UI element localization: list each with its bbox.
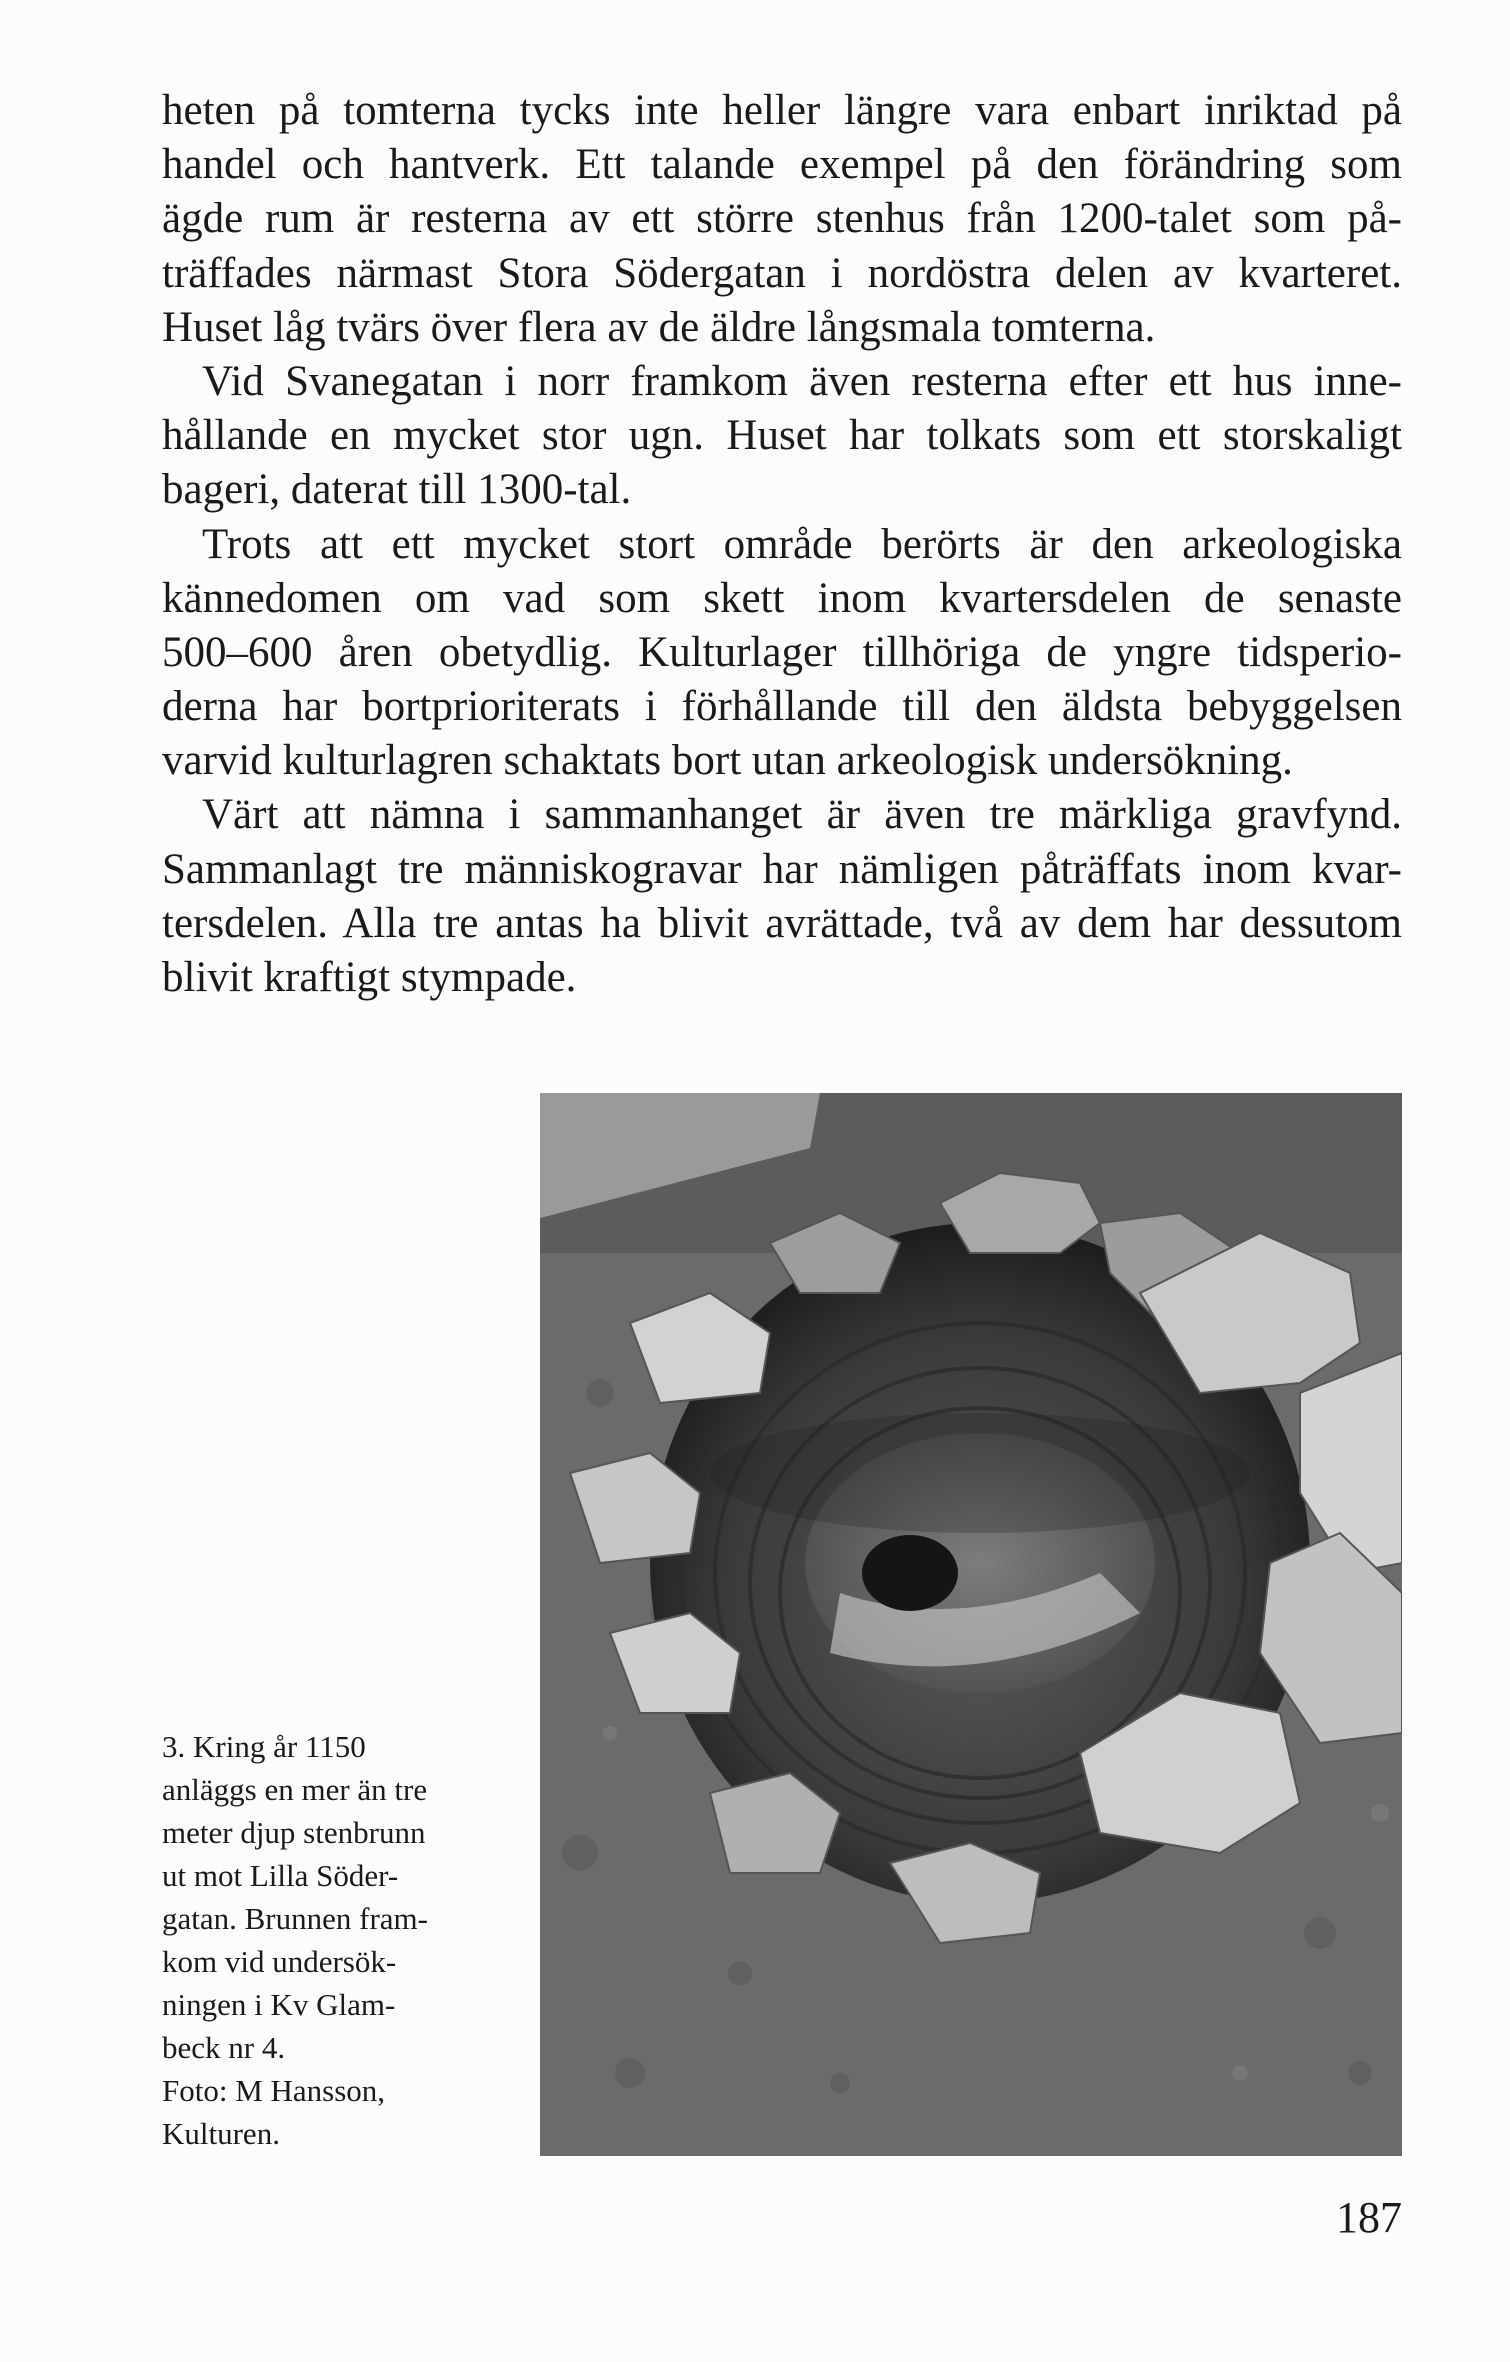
- text-line: Värt att nämna i sammanhanget är även tre märkliga gravfynd.: [202, 791, 1402, 839]
- text-line: Huset låg tvärs över flera av de äldre långsmala tomterna.: [162, 303, 1156, 351]
- body-text: [162, 84, 1402, 1005]
- caption-line: Foto: M Hansson,: [162, 2073, 386, 2108]
- caption-line: 3. Kring år 1150: [162, 1729, 366, 1764]
- text-line: kännedomen om vad som skett inom kvartersdelen de senaste: [162, 574, 1402, 622]
- caption-line: gatan. Brunnen fram-: [162, 1901, 428, 1936]
- text-line: Trots att ett mycket stort område berörts är den arkeologiska: [202, 520, 1402, 568]
- text-line: träffades närmast Stora Södergatan i nordöstra delen av kvarteret.: [162, 249, 1402, 297]
- caption-line: anläggs en mer än tre: [162, 1772, 428, 1807]
- page-number: 187: [1336, 2193, 1402, 2242]
- caption-line: ut mot Lilla Söder-: [162, 1858, 399, 1893]
- stone-well-photo: [540, 1093, 1402, 2156]
- text-line: Sammanlagt tre människogravar har nämligen påträffats inom kvar-: [162, 845, 1402, 893]
- photo-caption: [162, 1725, 502, 2155]
- text-line: varvid kulturlagren schaktats bort utan arkeologisk undersökning.: [162, 737, 1293, 785]
- text-line: heten på tomterna tycks inte heller längre vara enbart inriktad på: [162, 87, 1402, 134]
- caption-line: meter djup stenbrunn: [162, 1815, 426, 1850]
- text-line: hållande en mycket stor ugn. Huset har tolkats som ett storskaligt: [162, 412, 1402, 460]
- text-line: Vid Svanegatan i norr framkom även resterna efter ett hus inne-: [202, 357, 1402, 405]
- text-line: derna har bortprioriterats i förhållande till den äldsta bebyggelsen: [162, 683, 1402, 731]
- caption-line: kom vid undersök-: [162, 1944, 397, 1979]
- text-line: ägde rum är resterna av ett större stenhus från 1200-talet som på-: [162, 195, 1402, 243]
- text-line: blivit kraftigt stympade.: [162, 954, 577, 1001]
- caption-line: beck nr 4.: [162, 2030, 286, 2065]
- caption-line: ningen i Kv Glam-: [162, 1987, 396, 2022]
- text-line: 500–600 åren obetydlig. Kulturlager tillhöriga de yngre tidsperio-: [162, 628, 1402, 676]
- text-line: bageri, daterat till 1300-tal.: [162, 466, 632, 514]
- caption-line: Kulturen.: [162, 2116, 280, 2151]
- text-line: handel och hantverk. Ett talande exempel på den förändring som: [162, 141, 1402, 189]
- text-line: tersdelen. Alla tre antas ha blivit avrättade, två av dem har dessutom: [162, 899, 1402, 947]
